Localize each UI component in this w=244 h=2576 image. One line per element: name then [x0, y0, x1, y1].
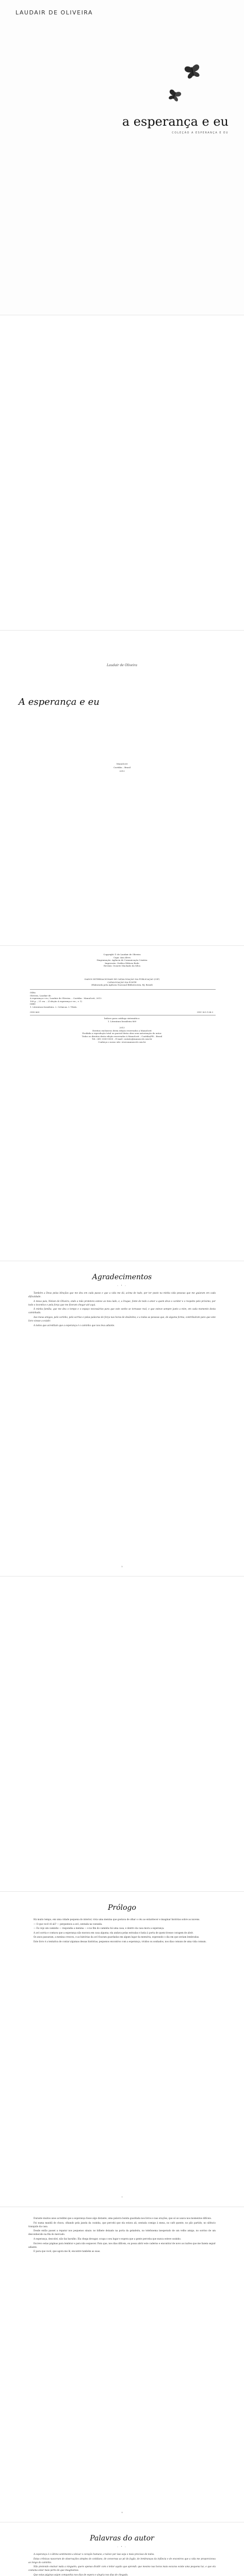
paragraph: — Eu vejo um caminho — respondia a menina — e no fim do caminho há uma casa, e dentro da casa mora a esperança. — [34, 1927, 165, 1930]
catalog-entry — [30, 991, 216, 1008]
paragraph: Durante muitos anos acreditei que a esperança fosse algo distante, uma palavra bonita guardada nos livros e nas orações, que só se usava nos momentos difíceis. — [34, 2217, 212, 2219]
paragraph: A esperança, descobri, não faz barulho. Ela chega devagar, ocupa o seu lugar e espera que a gente perceba que nunca esteve sozinho. — [34, 2237, 182, 2240]
paragraph: Desde então passei a reparar nos pequenos sinais: no bilhete deixado na porta da geladeira, no telefonema inesperado de um velho amigo, no sorriso de um desconhecido na fila do mercado. — [28, 2229, 216, 2236]
rights-line: Conheça o nosso site: www.manuscrit.com.br — [98, 1040, 146, 1043]
author-words-title: Palavras do autor — [90, 2534, 154, 2543]
credit-line: Capa: Ana Alves — [113, 956, 131, 959]
cover-author: LAUDAIR DE OLIVEIRA — [15, 9, 93, 16]
paragraph: Que estas páginas sejam companhia nos dias de espera e alegria nos dias de chegada. — [34, 2573, 128, 2576]
paragraph: A avó sorria e contava que a esperança não morava em casa alguma; ela andava pelas estradas e batia à porta de quem tivesse coragem de abrir. — [34, 1931, 193, 1934]
index-block — [31, 1017, 213, 1023]
catalog-line: 1. Literatura brasileira. 2. Crônicas. I. Título. — [30, 1005, 77, 1008]
title-page — [0, 631, 244, 945]
prologue-title: Prólogo — [108, 1904, 136, 1912]
rights-line: 2013 — [119, 1026, 125, 1029]
catalog-line: ISBN — [30, 1003, 36, 1005]
cip-heading-line: DADOS INTERNACIONAIS DE CATALOGAÇÃO NA PUBLICAÇÃO (CIP) — [84, 978, 160, 980]
paragraph: Os anos passaram, a menina cresceu, e as histórias da avó ficaram guardadas em algum lugar da memória, esperando o dia em que seriam lembradas. — [34, 1936, 200, 1939]
blank-page — [0, 315, 244, 630]
cover-title: a esperança e eu — [122, 114, 229, 129]
chapter-text — [28, 2216, 216, 2254]
credit-line: Revisão: Ivonete Machado da Silva — [104, 964, 140, 967]
blank-page — [0, 1577, 244, 1891]
title-page-title: A esperança e eu — [19, 697, 100, 707]
rights-line: Direitos exclusivos desta edição reservados a ManuScrit — [92, 1029, 152, 1032]
credit-line: Diagramação: Agência de Comunicação Criativa — [96, 959, 148, 961]
cip-heading-line: (Elaborada pela Agência Nacional Bibliotecária, RJ, Brasil) — [91, 984, 153, 986]
paragraph: Estas crônicas nasceram de observações simples do cotidiano, de conversas ao pé do fogão, de lembranças da infância e de encontros que a vida me proporcionou ao longo do caminho. — [28, 2557, 216, 2564]
rights-block — [31, 1026, 213, 1043]
paragraph: Este livro é a tentativa de contar algumas dessas histórias; pequenos encontros com a esperança, vividos ou sonhados, nos dias comuns de uma vida comum. — [34, 1940, 207, 1943]
page-number: 9 — [121, 2511, 123, 2514]
prologue-text — [28, 1918, 216, 1944]
catalog-line: O48a — [30, 991, 36, 994]
acknowledgments-text — [28, 1291, 216, 1328]
publication-year: 2013 — [119, 770, 125, 772]
paragraph: — O que você vê ali? — perguntava a avó, sentada na varanda. — [34, 1922, 103, 1925]
chapter-page — [0, 2207, 244, 2522]
paragraph: Foi numa manhã de chuva, olhando pela janela da cozinha, que percebi que ela estava ali, sentada comigo à mesa, no café quente, no pão partido, no silêncio tranquilo da casa. — [28, 2221, 216, 2228]
cdd-code: CDD 869 — [30, 1011, 40, 1013]
page-number: 7 — [121, 2196, 123, 2198]
rights-line: Todos os direitos desta edição reservados à ManuScrit – Curitiba/PR – Brasil — [82, 1035, 162, 1038]
cdu-code: CDU 821.134.3 — [197, 1011, 213, 1013]
publisher-imprint — [0, 762, 244, 773]
acknowledgments-title: Agradecimentos — [92, 1273, 152, 1281]
section-ornament: – • – — [117, 2545, 127, 2548]
credit-line: Copyright © de Laudair de Oliveira — [103, 953, 141, 956]
publisher-name: ManuScrit — [116, 762, 128, 765]
cip-heading-line: CATALOGAÇÃO NA FONTE — [107, 980, 137, 984]
copyright-page — [0, 946, 244, 1261]
credits-block — [31, 953, 213, 968]
paragraph: Também a Deus pelas bênçãos que me deu em cada passo e que a vida me dá, acima de tudo, por ter posto na minha vida pessoas que me guiaram em cada dificuldade. — [28, 1292, 216, 1298]
prologue-page — [0, 1892, 244, 2207]
cover-page — [0, 0, 244, 315]
butterflies-illustration — [155, 62, 217, 108]
index-line: Índices para catálogo sistemático: — [104, 1017, 140, 1020]
rights-line: Tel.: (41) 3000-0000 – E-mail: contato@manuscrit.com.br — [92, 1038, 152, 1040]
author-words-text — [28, 2552, 216, 2576]
paragraph: Não pretendo ensinar nada a ninguém; quero apenas dividir com o leitor aquilo que aprendi: que mesmo nas horas mais escuras existe uma pequena luz, e que ela costuma estar mais perto do que imaginamos. — [28, 2565, 216, 2572]
credit-line: Impressão: Gráfica Editora Rede — [105, 961, 139, 964]
title-page-author: Laudair de Oliveira — [107, 664, 137, 667]
page-number: 5 — [121, 1565, 123, 1568]
paragraph: Há muito tempo, em uma cidade pequena do interior, vivia uma menina que gostava de olhar o céu ao entardecer e imaginar histórias sobre as nuvens. — [34, 1918, 200, 1921]
paragraph: A todos que acreditam que a esperança é o caminho que nos leva adiante. — [34, 1324, 115, 1327]
paragraph: Aos meus amigos, pelo carinho, pelo sorriso e pelas palavras de força nas horas de desânimo; e a todas as pessoas que, de alguma forma, contribuíram para que este livro viesse a existir. — [28, 1316, 216, 1323]
paragraph: À minha família, que me deu o tempo e o espaço necessários para que este sonho se tornasse real, e que esteve sempre junto a mim, em cada momento desta caminhada. — [28, 1308, 216, 1314]
catalog-line: 108 p. ; 21 cm. – (Coleção A esperança e eu ; v. 1) — [30, 999, 83, 1003]
paragraph: E para que você, que agora me lê, encontre também as suas. — [34, 2250, 101, 2253]
acknowledgments-page — [0, 1261, 244, 1576]
section-ornament: – • – — [117, 1284, 127, 1286]
paragraph: Escrevo estas páginas para lembrar e para não esquecer. Para que, nos dias difíceis, eu possa abrir este caderno e encontrar de novo as razões que me fazem seguir adiante. — [28, 2242, 216, 2248]
paragraph: A meus pais, Nelson de Oliveira, onde a mão protetora esteve ao meu lado, e, a Iraque, fonte de todo o amor a quem devo o caráter e o respeito pelo próximo; por todo o incentivo e pela força que me fizeram chegar até aqui. — [28, 1299, 216, 1306]
cip-heading — [31, 978, 213, 987]
catalog-line: Oliveira, Laudair de. — [30, 994, 52, 997]
cover-collection-label: COLEÇÃO A ESPERANÇA E EU — [172, 131, 229, 134]
index-line: 1. Literatura brasileira 869 — [107, 1020, 137, 1023]
cip-top-rule — [30, 989, 216, 990]
rights-line: Proibida a reprodução total ou parcial desta obra sem autorização do autor. — [82, 1032, 162, 1035]
publisher-city: Curitiba – Brasil — [113, 766, 131, 769]
author-words-page — [0, 2522, 244, 2576]
catalog-line: A esperança e eu / Laudair de Oliveira. – Curitiba : ManuScrit, 2013. — [30, 997, 102, 999]
paragraph: A esperança é o último sentimento a deixar o coração humano, e talvez por isso seja o mais precioso de todos. — [34, 2553, 155, 2555]
